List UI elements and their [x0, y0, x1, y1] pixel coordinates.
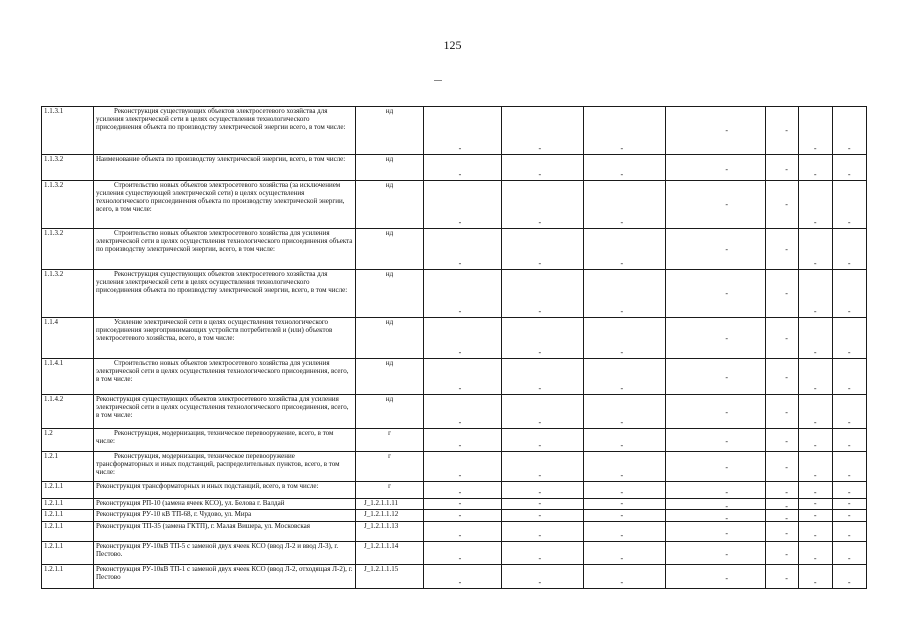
- empty-value-dash: -: [620, 144, 624, 153]
- value-cell: [424, 318, 502, 359]
- empty-value-dash: -: [785, 199, 788, 209]
- value-cell: [666, 522, 766, 542]
- value-cell: [799, 510, 833, 522]
- empty-value-dash: -: [785, 125, 788, 135]
- value-cell: [424, 155, 502, 181]
- project-name: Реконструкция существующих объектов электросетевого хозяйства для усиления электрической сети в целях осуществления технологического присоединения объекта по производству электрической энергии всего, в том числе:: [94, 107, 356, 155]
- table-row: [42, 229, 867, 270]
- value-cell: [799, 542, 833, 565]
- empty-value-dash: -: [785, 528, 788, 538]
- table-row: [42, 542, 867, 565]
- row-number: 1.2.1.1: [42, 542, 94, 565]
- empty-value-dash: -: [620, 578, 624, 587]
- top-mark: [434, 80, 442, 81]
- project-id: г: [356, 482, 424, 499]
- project-id: J_1.2.1.1.11: [356, 499, 424, 510]
- project-name: Реконструкция РУ-10 кВ ТП-68, г. Чудово, ул. Мира: [94, 510, 356, 522]
- value-cell: [799, 565, 833, 589]
- empty-value-dash: -: [847, 499, 851, 508]
- empty-value-dash: -: [538, 531, 542, 540]
- empty-value-dash: -: [458, 511, 462, 520]
- empty-value-dash: -: [458, 471, 462, 480]
- value-cell: [502, 395, 584, 429]
- project-name: Строительство новых объектов электросетевого хозяйства для усиления электрической сети в целях осуществления технологического присоединения объекта по производству электрической энергии, всего, в том числе:: [94, 229, 356, 270]
- investment-table: [41, 106, 867, 589]
- value-cell: [766, 542, 799, 565]
- value-cell: [584, 542, 666, 565]
- project-name: Реконструкция РУ-10кВ ТП-5 с заменой двух ячеек КСО (ввод Л-2 и ввод Л-3), г. Пестово.: [94, 542, 356, 565]
- value-cell: [766, 482, 799, 499]
- project-name: Реконструкция, модернизация, техническое перевооружение, всего, в том числе:: [94, 429, 356, 452]
- project-name: Реконструкция РП-10 (замена ячеек КСО), ул. Белова г. Валдай: [94, 499, 356, 510]
- table-row: [42, 429, 867, 452]
- empty-value-dash: -: [785, 372, 788, 382]
- empty-value-dash: -: [620, 511, 624, 520]
- value-cell: [424, 270, 502, 318]
- value-cell: [502, 499, 584, 510]
- value-cell: [799, 429, 833, 452]
- project-id: г: [356, 452, 424, 482]
- empty-value-dash: -: [538, 499, 542, 508]
- row-number: 1.2.1.1: [42, 499, 94, 510]
- value-cell: [502, 565, 584, 589]
- empty-value-dash: -: [620, 170, 624, 179]
- table-row: [42, 359, 867, 395]
- value-cell: [584, 565, 666, 589]
- value-cell: [833, 542, 867, 565]
- empty-value-dash: -: [813, 441, 817, 450]
- empty-value-dash: -: [538, 384, 542, 393]
- value-cell: [424, 510, 502, 522]
- project-id: нд: [356, 229, 424, 270]
- row-number: 1.1.3.2: [42, 229, 94, 270]
- empty-value-dash: -: [725, 463, 729, 473]
- empty-value-dash: -: [813, 384, 817, 393]
- empty-value-dash: -: [725, 513, 729, 522]
- value-cell: [833, 155, 867, 181]
- value-cell: [666, 229, 766, 270]
- value-cell: [502, 452, 584, 482]
- value-cell: [584, 155, 666, 181]
- empty-value-dash: -: [785, 513, 788, 522]
- value-cell: [833, 107, 867, 155]
- value-cell: [833, 510, 867, 522]
- empty-value-dash: -: [847, 471, 851, 480]
- empty-value-dash: -: [813, 531, 817, 540]
- empty-value-dash: -: [847, 531, 851, 540]
- empty-value-dash: -: [538, 348, 542, 357]
- project-id: J_1.2.1.1.14: [356, 542, 424, 565]
- value-cell: [584, 318, 666, 359]
- empty-value-dash: -: [538, 218, 542, 227]
- empty-value-dash: -: [725, 125, 729, 135]
- project-name: Реконструкция, модернизация, техническое перевооружение трансформаторных и иных подстанций, распределительных пунктов, всего, в том числе:: [94, 452, 356, 482]
- value-cell: [833, 229, 867, 270]
- value-cell: [666, 542, 766, 565]
- project-id: J_1.2.1.1.15: [356, 565, 424, 589]
- value-cell: [584, 482, 666, 499]
- value-cell: [766, 395, 799, 429]
- value-cell: [766, 522, 799, 542]
- empty-value-dash: -: [725, 244, 729, 254]
- table-row: [42, 395, 867, 429]
- value-cell: [766, 510, 799, 522]
- empty-value-dash: -: [620, 259, 624, 268]
- empty-value-dash: -: [620, 348, 624, 357]
- value-cell: [584, 395, 666, 429]
- value-cell: [766, 359, 799, 395]
- value-cell: [766, 499, 799, 510]
- empty-value-dash: -: [847, 554, 851, 563]
- value-cell: [833, 270, 867, 318]
- empty-value-dash: -: [847, 218, 851, 227]
- value-cell: [584, 229, 666, 270]
- table-row: [42, 270, 867, 318]
- row-number: 1.1.3.1: [42, 107, 94, 155]
- empty-value-dash: -: [847, 170, 851, 179]
- value-cell: [584, 510, 666, 522]
- row-number: 1.2.1.1: [42, 482, 94, 499]
- empty-value-dash: -: [620, 531, 624, 540]
- empty-value-dash: -: [847, 144, 851, 153]
- value-cell: [666, 318, 766, 359]
- row-number: 1.2.1.1: [42, 522, 94, 542]
- value-cell: [502, 359, 584, 395]
- empty-value-dash: -: [847, 348, 851, 357]
- empty-value-dash: -: [813, 511, 817, 520]
- empty-value-dash: -: [813, 471, 817, 480]
- empty-value-dash: -: [813, 259, 817, 268]
- project-name: Усиление электрической сети в целях осуществления технологического присоединения энергопринимающих устройств потребителей и (или) объектов электросетевого хозяйства, всего, в том числе:: [94, 318, 356, 359]
- empty-value-dash: -: [538, 307, 542, 316]
- empty-value-dash: -: [813, 554, 817, 563]
- empty-value-dash: -: [725, 164, 729, 174]
- empty-value-dash: -: [785, 437, 788, 447]
- value-cell: [766, 155, 799, 181]
- row-number: 1.2.1.1: [42, 510, 94, 522]
- project-name: Реконструкция существующих объектов электросетевого хозяйства для усиления электрической сети в целях осуществления технологического присоединения объекта по производству электрической энергии, всего, в том числе:: [94, 270, 356, 318]
- empty-value-dash: -: [785, 573, 788, 583]
- empty-value-dash: -: [813, 418, 817, 427]
- value-cell: [502, 107, 584, 155]
- project-name: Реконструкция трансформаторных и иных подстанций, всего, в том числе:: [94, 482, 356, 499]
- project-id: нд: [356, 359, 424, 395]
- value-cell: [833, 522, 867, 542]
- value-cell: [833, 565, 867, 589]
- table-row: [42, 499, 867, 510]
- value-cell: [424, 542, 502, 565]
- value-cell: [799, 522, 833, 542]
- value-cell: [666, 429, 766, 452]
- table-row: [42, 181, 867, 229]
- empty-value-dash: -: [847, 259, 851, 268]
- empty-value-dash: -: [725, 550, 729, 560]
- value-cell: [799, 482, 833, 499]
- row-number: 1.2.1.1: [42, 565, 94, 589]
- value-cell: [584, 522, 666, 542]
- value-cell: [666, 107, 766, 155]
- empty-value-dash: -: [538, 554, 542, 563]
- value-cell: [584, 107, 666, 155]
- value-cell: [584, 429, 666, 452]
- table-row: [42, 155, 867, 181]
- value-cell: [424, 359, 502, 395]
- value-cell: [799, 359, 833, 395]
- value-cell: [502, 155, 584, 181]
- empty-value-dash: -: [785, 164, 788, 174]
- empty-value-dash: -: [785, 244, 788, 254]
- value-cell: [666, 452, 766, 482]
- project-id: нд: [356, 155, 424, 181]
- project-id: нд: [356, 181, 424, 229]
- empty-value-dash: -: [725, 528, 729, 538]
- empty-value-dash: -: [725, 573, 729, 583]
- empty-value-dash: -: [785, 407, 788, 417]
- empty-value-dash: -: [458, 218, 462, 227]
- empty-value-dash: -: [847, 441, 851, 450]
- empty-value-dash: -: [725, 199, 729, 209]
- empty-value-dash: -: [847, 384, 851, 393]
- row-number: 1.1.4.2: [42, 395, 94, 429]
- value-cell: [766, 565, 799, 589]
- value-cell: [584, 499, 666, 510]
- project-name: Реконструкция существующих объектов электросетевого хозяйства для усиления электрической сети в целях осуществления технологического присоединения, всего, в том числе:: [94, 395, 356, 429]
- value-cell: [799, 107, 833, 155]
- value-cell: [766, 229, 799, 270]
- empty-value-dash: -: [538, 418, 542, 427]
- row-number: 1.2: [42, 429, 94, 452]
- project-id: нд: [356, 318, 424, 359]
- value-cell: [833, 318, 867, 359]
- empty-value-dash: -: [458, 578, 462, 587]
- empty-value-dash: -: [538, 144, 542, 153]
- value-cell: [502, 510, 584, 522]
- project-id: нд: [356, 395, 424, 429]
- value-cell: [766, 107, 799, 155]
- empty-value-dash: -: [538, 488, 542, 497]
- value-cell: [799, 499, 833, 510]
- empty-value-dash: -: [813, 170, 817, 179]
- empty-value-dash: -: [538, 170, 542, 179]
- empty-value-dash: -: [620, 384, 624, 393]
- empty-value-dash: -: [458, 488, 462, 497]
- empty-value-dash: -: [620, 218, 624, 227]
- value-cell: [666, 565, 766, 589]
- value-cell: [799, 270, 833, 318]
- empty-value-dash: -: [620, 488, 624, 497]
- empty-value-dash: -: [538, 441, 542, 450]
- project-id: г: [356, 429, 424, 452]
- project-name: Наименование объекта по производству электрической энергии, всего, в том числе:: [94, 155, 356, 181]
- project-name: Строительство новых объектов электросетевого хозяйства для усиления электрической сети в целях осуществления технологического присоединения, всего, в том числе:: [94, 359, 356, 395]
- value-cell: [502, 318, 584, 359]
- empty-value-dash: -: [813, 307, 817, 316]
- empty-value-dash: -: [458, 259, 462, 268]
- row-number: 1.1.3.2: [42, 155, 94, 181]
- value-cell: [584, 181, 666, 229]
- value-cell: [502, 181, 584, 229]
- empty-value-dash: -: [847, 488, 851, 497]
- empty-value-dash: -: [620, 307, 624, 316]
- value-cell: [502, 270, 584, 318]
- project-id: нд: [356, 270, 424, 318]
- value-cell: [766, 429, 799, 452]
- value-cell: [799, 155, 833, 181]
- empty-value-dash: -: [458, 307, 462, 316]
- empty-value-dash: -: [847, 418, 851, 427]
- value-cell: [502, 429, 584, 452]
- value-cell: [833, 181, 867, 229]
- empty-value-dash: -: [725, 487, 729, 497]
- value-cell: [799, 229, 833, 270]
- empty-value-dash: -: [620, 554, 624, 563]
- value-cell: [502, 522, 584, 542]
- empty-value-dash: -: [785, 550, 788, 560]
- empty-value-dash: -: [620, 418, 624, 427]
- table-row: [42, 452, 867, 482]
- value-cell: [666, 482, 766, 499]
- table-row: [42, 510, 867, 522]
- value-cell: [666, 270, 766, 318]
- empty-value-dash: -: [725, 288, 729, 298]
- empty-value-dash: -: [458, 499, 462, 508]
- value-cell: [833, 482, 867, 499]
- empty-value-dash: -: [813, 578, 817, 587]
- value-cell: [666, 181, 766, 229]
- empty-value-dash: -: [725, 333, 729, 343]
- value-cell: [833, 499, 867, 510]
- value-cell: [424, 395, 502, 429]
- value-cell: [666, 359, 766, 395]
- empty-value-dash: -: [458, 531, 462, 540]
- value-cell: [584, 452, 666, 482]
- empty-value-dash: -: [847, 307, 851, 316]
- value-cell: [666, 155, 766, 181]
- table-row: [42, 107, 867, 155]
- value-cell: [799, 452, 833, 482]
- empty-value-dash: -: [813, 499, 817, 508]
- value-cell: [766, 270, 799, 318]
- empty-value-dash: -: [620, 441, 624, 450]
- table-row: [42, 318, 867, 359]
- empty-value-dash: -: [458, 170, 462, 179]
- project-id: нд: [356, 107, 424, 155]
- table-row: [42, 522, 867, 542]
- empty-value-dash: -: [458, 418, 462, 427]
- value-cell: [799, 318, 833, 359]
- empty-value-dash: -: [785, 333, 788, 343]
- empty-value-dash: -: [458, 144, 462, 153]
- empty-value-dash: -: [458, 554, 462, 563]
- page-number: 125: [443, 38, 462, 52]
- value-cell: [666, 395, 766, 429]
- value-cell: [833, 359, 867, 395]
- table-row: [42, 565, 867, 589]
- empty-value-dash: -: [620, 471, 624, 480]
- empty-value-dash: -: [847, 511, 851, 520]
- value-cell: [766, 181, 799, 229]
- value-cell: [766, 318, 799, 359]
- value-cell: [424, 181, 502, 229]
- value-cell: [666, 510, 766, 522]
- empty-value-dash: -: [785, 288, 788, 298]
- value-cell: [766, 452, 799, 482]
- empty-value-dash: -: [458, 348, 462, 357]
- value-cell: [502, 542, 584, 565]
- row-number: 1.1.4.1: [42, 359, 94, 395]
- empty-value-dash: -: [813, 144, 817, 153]
- empty-value-dash: -: [538, 471, 542, 480]
- row-number: 1.1.4: [42, 318, 94, 359]
- value-cell: [666, 499, 766, 510]
- table-row: [42, 482, 867, 499]
- value-cell: [424, 522, 502, 542]
- project-id: J_1.2.1.1.12: [356, 510, 424, 522]
- empty-value-dash: -: [538, 578, 542, 587]
- value-cell: [424, 452, 502, 482]
- value-cell: [502, 229, 584, 270]
- value-cell: [424, 499, 502, 510]
- value-cell: [833, 452, 867, 482]
- empty-value-dash: -: [725, 407, 729, 417]
- empty-value-dash: -: [785, 502, 788, 510]
- empty-value-dash: -: [538, 511, 542, 520]
- empty-value-dash: -: [847, 578, 851, 587]
- empty-value-dash: -: [725, 502, 729, 510]
- empty-value-dash: -: [785, 487, 788, 497]
- empty-value-dash: -: [785, 463, 788, 473]
- row-number: 1.2.1: [42, 452, 94, 482]
- project-name: Строительство новых объектов электросетевого хозяйства (за исключением усиления существующей электрической сети) в целях осуществления технологического присоединения объекта по производству электрической энергии, всего, в том числе:: [94, 181, 356, 229]
- value-cell: [424, 229, 502, 270]
- value-cell: [584, 359, 666, 395]
- value-cell: [424, 565, 502, 589]
- row-number: 1.1.3.2: [42, 270, 94, 318]
- project-name: Реконструкция РУ-10кВ ТП-1 с заменой двух ячеек КСО (ввод Л-2, отходящая Л-2), г. Пестово: [94, 565, 356, 589]
- row-number: 1.1.3.2: [42, 181, 94, 229]
- value-cell: [584, 270, 666, 318]
- empty-value-dash: -: [813, 488, 817, 497]
- empty-value-dash: -: [620, 499, 624, 508]
- empty-value-dash: -: [725, 372, 729, 382]
- empty-value-dash: -: [458, 384, 462, 393]
- value-cell: [799, 181, 833, 229]
- empty-value-dash: -: [458, 441, 462, 450]
- value-cell: [424, 482, 502, 499]
- value-cell: [424, 429, 502, 452]
- value-cell: [833, 429, 867, 452]
- empty-value-dash: -: [725, 437, 729, 447]
- value-cell: [833, 395, 867, 429]
- project-name: Реконструкция ТП-35 (замена ГКТП), г. Малая Вишера, ул. Московская: [94, 522, 356, 542]
- empty-value-dash: -: [813, 218, 817, 227]
- value-cell: [502, 482, 584, 499]
- empty-value-dash: -: [538, 259, 542, 268]
- empty-value-dash: -: [813, 348, 817, 357]
- value-cell: [799, 395, 833, 429]
- value-cell: [424, 107, 502, 155]
- project-id: J_1.2.1.1.13: [356, 522, 424, 542]
